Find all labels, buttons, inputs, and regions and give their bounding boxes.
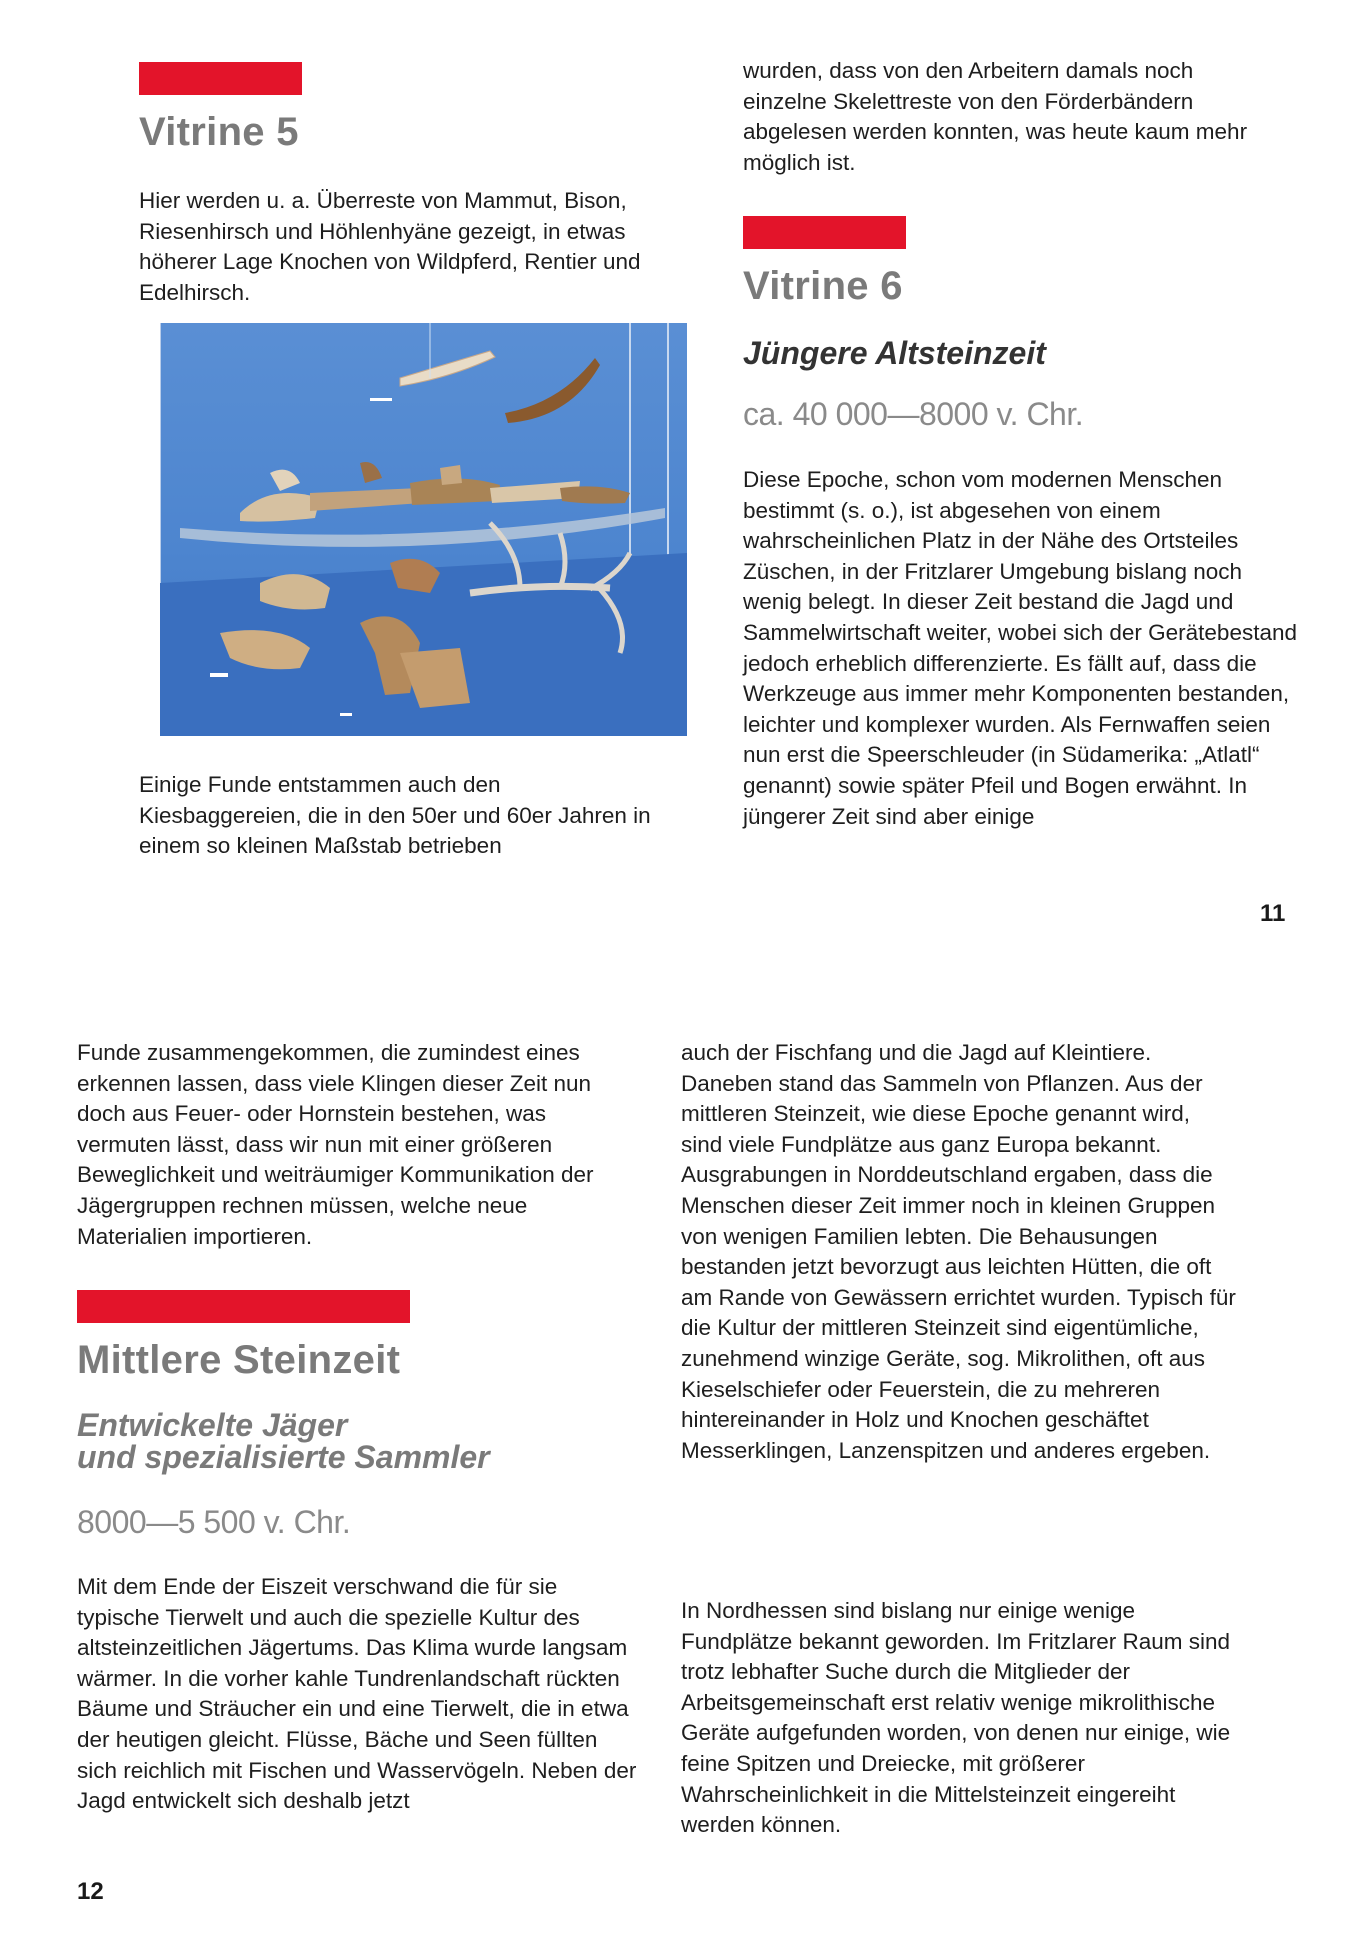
section-marker-bar (77, 1290, 410, 1323)
altsteinzeit-continued: Funde zusammengekommen, die zumindest eines erkennen lassen, dass viele Klingen dieser Zeit nun doch aus Feuer- oder Hornstein bestehen, was vermuten lässt, dass wir nun mit einer größeren Beweglichkeit und weiträumiger Kommunikation der Jägergruppen rechnen müssen, welche neue Materialien importieren. (77, 1040, 594, 1249)
vitrine-5-continued: wurden, dass von den Arbeitern damals noch einzelne Skelettreste von den Förderbändern abgelesen werden konnten, was heute kaum mehr möglich ist. (743, 58, 1248, 175)
vitrine-5-heading: Vitrine 5 (139, 110, 299, 154)
nordhessen-paragraph: In Nordhessen sind bislang nur einige wenige Fundplätze bekannt geworden. Im Fritzlarer Raum sind trotz lebhafter Suche durch die Mitglieder der Arbeitsgemeinschaft erst relativ wenige mikrolithische Geräte aufgefunden worden, von denen nur einige, wie feine Spitzen und Dreiecke, mit größerer Wahrscheinlichkeit in die Mittelsteinzeit eingereiht werden können. (681, 1598, 1231, 1838)
mittlere-steinzeit-date-range: 8000—5 500 v. Chr. (77, 1504, 351, 1540)
vitrine-6-body: Diese Epoche, schon vom modernen Menschen bestimmt (s. o.), ist abgesehen von einem wahrscheinlichen Platz in der Nähe des Ortsteiles Züschen, in der Fritzlarer Umgebung bislang noch wenig belegt. In dieser Zeit bestand die Jagd und Sammelwirtschaft weiter, wobei sich der Gerätebestand jedoch erheblich differenzierte. Es fällt auf, dass die Werkzeuge aus immer mehr Komponenten bestanden, leichter und komplexer wurden. Als Fernwaffen seien nun erst die Speerschleuder (in Südamerika: „Atlatl“ genannt) sowie später Pfeil und Bogen erwähnt. In jüngerer Zeit sind aber einige (743, 467, 1297, 829)
mittlere-steinzeit-subheading-line1: Entwickelte Jäger (77, 1407, 348, 1443)
vitrine-5-photo (160, 323, 687, 736)
mittlere-steinzeit-subheading-line2: und spezialisierte Sammler (77, 1439, 490, 1475)
page-number: 12 (77, 1878, 104, 1905)
vitrine-5-after-photo: Einige Funde entstammen auch den Kiesbaggereien, die in den 50er und 60er Jahren in einem so kleinen Maßstab betrieben (139, 772, 651, 859)
page-number: 11 (1260, 900, 1286, 927)
vitrine-5-intro: Hier werden u. a. Überreste von Mammut, Bison, Riesenhirsch und Höhlenhyäne gezeigt, in etwas höherer Lage Knochen von Wildpferd, Rentier und Edelhirsch. (139, 188, 641, 305)
vitrine-6-heading: Vitrine 6 (743, 264, 903, 308)
vitrine-6-subheading: Jüngere Altsteinzeit (743, 335, 1046, 371)
mittlere-steinzeit-heading: Mittlere Steinzeit (77, 1338, 401, 1382)
mittlere-steinzeit-body: Mit dem Ende der Eiszeit verschwand die für sie typische Tierwelt und auch die spezielle Kultur des altsteinzeitlichen Jägertums. Das Klima wurde langsam wärmer. In die vorher kahle Tundrenlandschaft rückten Bäume und Sträucher ein und eine Tierwelt, die in etwa der heutigen gleicht. Flüsse, Bäche und Seen füllten sich reichlich mit Fischen und Wasservögeln. Neben der Jagd entwickelt sich deshalb jetzt (77, 1574, 637, 1814)
vitrine-6-date-range: ca. 40 000—8000 v. Chr. (743, 396, 1084, 432)
section-marker-bar (743, 216, 906, 249)
mittlere-steinzeit-body-continued: auch der Fischfang und die Jagd auf Kleintiere. Daneben stand das Sammeln von Pflanzen. Aus der mittleren Steinzeit, wie diese Epoche genannt wird, sind viele Fundplätze aus ganz Europa bekannt. Ausgrabungen in Norddeutschland ergaben, dass die Menschen dieser Zeit immer noch in kleinen Gruppen von wenigen Familien lebten. Die Behausungen bestanden jetzt bevorzugt aus leichten Hütten, die oft am Rande von Gewässern errichtet wurden. Typisch für die Kultur der mittleren Steinzeit sind eigentümliche, zunehmend winzige Geräte, sog. Mikrolithen, oft aus Kieselschiefer oder Feuerstein, die zu mehreren hintereinander in Holz und Knochen geschäftet Messerklingen, Lanzenspitzen und anderes ergeben. (681, 1040, 1236, 1463)
vitrine-display-illustration (160, 323, 687, 736)
section-marker-bar (139, 62, 302, 95)
